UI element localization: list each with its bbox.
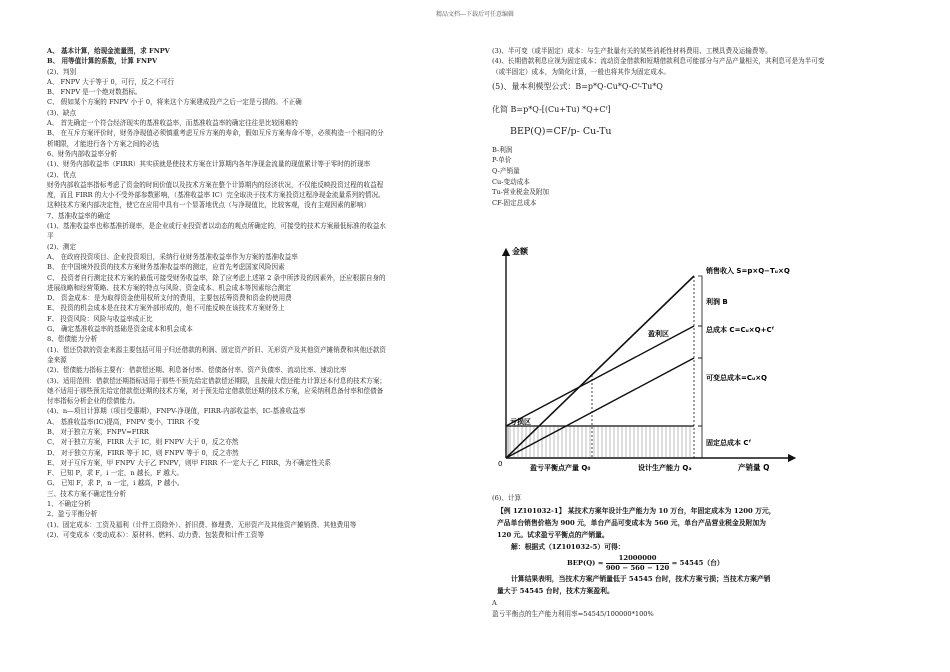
text-line: B、 在互斥方案评价时，财务净现值必须慎重考虑互斥方案的寿命，假如互斥方案寿命不等，必须构造一个相同的分 <box>47 129 384 138</box>
origin-label: 0 <box>498 460 503 468</box>
legend-list <box>492 145 862 209</box>
legend-item: B-利润 <box>492 145 513 154</box>
right-column <box>492 46 862 208</box>
text-line: B、 FNPV 是一个绝对数指标。 <box>47 88 142 97</box>
profit-zone-label: 盈利区 <box>648 330 669 338</box>
text-line: 6、财务内部收益率分析 <box>47 149 118 158</box>
text-line: 这种技术方案内部决定性，使它在应用中具有一个显著地优点（与净现值比，比较客观，没有主观因素的影响） <box>47 201 371 210</box>
page-header: 精品文档---下载后可任意编辑 <box>435 11 515 18</box>
text-line: (4)、长期借款利息应视为固定成本；流动资金借款和短期借款利息可能部分与产品产量相关，其利息可是为半可变 <box>492 57 825 66</box>
variable-cost-line <box>506 358 694 458</box>
legend-item: Q-产销量 <box>492 167 520 176</box>
total-cost-label: 总成本 C=Cᵤ×Q+Cᶠ <box>706 326 775 334</box>
text-line: D、 资金成本：是为取得资金使用权所支付的费用，主要包括筹资费和资金的使用费 <box>47 294 292 303</box>
text-line: 2、盈亏平衡分析 <box>47 510 98 519</box>
revenue-label: 销售收入 S=p×Q−Tᵤ×Q <box>706 267 790 275</box>
bep-lhs: BEP(Q) = <box>567 559 604 567</box>
text-line: C、 投资者自行测定技术方案的最低可接受财务收益率，除了应考虑上述第 2 条中所涉及的因素外，还应根据自身的 <box>47 273 386 282</box>
text-line: 平 <box>47 232 54 241</box>
break-even-diagram <box>488 240 808 480</box>
text-line: A、 基准收益率(IC)提高，FNPV 变小，TIRR 不变 <box>47 417 200 426</box>
legend-item: Cu-变动成本 <box>492 177 530 186</box>
text-line: G、 确定基准收益率的基础是资金成本和机会成本 <box>47 325 193 334</box>
legend-item: P-单价 <box>492 156 512 165</box>
text-line: (2)、优点 <box>47 170 77 179</box>
text-line: 三、技术方案不确定性分析 <box>47 489 127 498</box>
capacity-label: 设计生产能力 Qₐ <box>638 464 692 472</box>
fixed-cost-label: 固定总成本 Cᶠ <box>706 439 752 447</box>
bep-fraction <box>606 554 669 573</box>
text-line: B、 用等值计算的系数，计算 FNPV <box>47 57 158 66</box>
text-line: C、 对于独立方案，FIRR 大于 IC，则 FNPV 大于 0，反之亦然 <box>47 438 239 447</box>
text-line: 金来源 <box>47 355 67 364</box>
text-line: (1)、偿还贷款的资金来源主要包括可用于归还借款的利润、固定资产折旧、无形资产及其他资产摊销费和其他还款资 <box>47 345 387 354</box>
text-line: D、 对于独立方案，FIRR 等于 IC，则 FNPV 等于 0，反之亦然 <box>47 448 239 457</box>
example-box <box>497 505 827 597</box>
text-line: F、 投资风险：风险与收益率成正比 <box>47 314 153 323</box>
text-line: F、 已知 P，求 F，i 一定，n 越长，F 越大。 <box>47 469 183 478</box>
revenue-line <box>506 276 694 458</box>
formula-simplified: 化简 B=p*Q-[(Cu+Tu) *Q+Cᶠ] <box>492 104 611 114</box>
text-line: B、 在中国境外投资的技术方案财务基准收益率的测定，应首先考虑国家风险因素 <box>47 263 285 272</box>
break-even-svg <box>488 240 808 480</box>
text-line: E、 对于互斥方案，甲 FNPV 大于乙 FNPV，则甲 FIRR 不一定大于乙 FIRR，为不确定性关系 <box>47 458 332 467</box>
formula-profit: (5)、量本利模型公式：B=p*Q-Cu*Q-Cᶠ-Tu*Q <box>492 81 663 91</box>
text-line: (1)、财务内部收益率（FIRR）其实质就是使技术方案在计算期内各年净现金流量的现值累计等于零时的折现率 <box>47 160 371 169</box>
x-axis-label: 产销量 Q <box>738 463 770 472</box>
text-line: 7、基准收益率的确定 <box>47 211 111 220</box>
text-line: 她不适用于那些预先给定借款偿还期的技术方案，对于预先给定借款偿还期的技术方案，应采纳利息备付率和偿债备 <box>47 386 384 395</box>
left-column <box>47 46 475 540</box>
text-line: （或半固定）成本，为简化计算，一般也将其作为固定成本。 <box>492 67 671 76</box>
variable-cost-label: 可变总成本=Cᵤ×Q <box>706 374 768 382</box>
y-axis-label: 金额 <box>512 247 528 256</box>
text-line: (2)、测定 <box>47 242 77 251</box>
text-line: C、 假如某个方案的 FNPV 小于 0，将来这个方案建成投产之后一定是亏损的。不正确 <box>47 98 302 107</box>
total-cost-line <box>506 326 694 426</box>
text-line: (4)、n—项目计算期（项目受惠期），FNPV-净现值，FIRR-内部收益率，IC-基准收益率 <box>47 407 306 416</box>
text-line: A、 FNPV 大于等于 0，可行，反之不可行 <box>47 77 175 86</box>
example-line: 解：根据式（1Z101032-5）可得： <box>511 543 625 551</box>
example-line: 【例 1Z101032-1】 某技术方案年设计生产能力为 10 万台，年固定成本为 1200 万元， <box>497 507 776 515</box>
text-line: (3)、适用范围：借款偿还期指标适用于那些不预先给定借款偿还期限，且按最大偿还能力计算还本付息的技术方案； <box>47 376 387 385</box>
legend-item: CF-固定总成本 <box>492 198 537 207</box>
text-line: A、 首先确定一个符合经济现实的基准收益率，而基准收益率的确定往往是比较困难的 <box>47 119 298 128</box>
text-line: G、 已知 F，求 P，n 一定，i 越高，P 越小。 <box>47 479 184 488</box>
text-line: B、 对于独立方案，FNPV=FIRR <box>47 427 149 436</box>
bep-rhs: = 54545（台） <box>671 559 724 567</box>
text-line: E、 投资的机会成本是在技术方案外部形成的，他不可能反映在该技术方案财务上 <box>47 304 285 313</box>
text-line: (1)、基准收益率也称基准折现率，是企业或行业投资者以动态的观点所确定的，可接受的技术方案最低标准的收益水 <box>47 222 387 231</box>
bep-denominator: 900 − 560 − 120 <box>605 563 670 572</box>
example-line: 产品单台销售价格为 900 元，单台产品可变成本为 560 元，单台产品营业税金及附加为 <box>497 519 766 527</box>
text-line: 进展战略和经营策略、技术方案的特点与风险、资金成本、机会成本等因素综合测定 <box>47 283 291 292</box>
text-line: (2)、偿债能力指标主要有：借款偿还期、利息备付率、偿债备付率、资产负债率、流动比率、速动比率 <box>47 366 347 375</box>
text-line: (3)、半可变（或半固定）成本：与生产批量有关的某些消耗性材料费用、工模具费及运输费等。 <box>492 47 772 55</box>
text-line: 8、偿债能力分析 <box>47 335 98 344</box>
profit-label: 利润 B <box>706 298 728 306</box>
text-line: 度，而且 FIRR 的大小不受外部参数影响，（基准收益率 IC）完全取决于技术方案投资过程净现金流量系列的情况。 <box>47 191 385 200</box>
text-line: A、 在政府投资项目、企业投资项目，采纳行业财务基准收益率作为方案的基准收益率 <box>47 252 298 261</box>
text-line: (3)、缺点 <box>47 108 77 117</box>
loss-zone-label: 亏损区 <box>510 418 531 426</box>
text-line: (1)、固定成本：工资及福利（计件工资除外）、折旧费、修理费、无形资产及其他资产摊销费、其他费用等 <box>47 520 357 529</box>
bottom-line: 盈亏平衡点的生产能力利用率=54545/100000*100% <box>492 609 654 618</box>
formula-bep: BEP(Q)=CF/p- Cu-Tu <box>510 125 612 137</box>
bep-equation <box>497 553 827 573</box>
bottom-line: A <box>492 599 497 607</box>
example-line: 计算结果表明，当技术方案产销量低于 54545 台时，技术方案亏损；当技术方案产销 <box>511 575 771 583</box>
bep-numerator: 12000000 <box>606 554 669 564</box>
text-line: 财务内部收益率指标考虑了资金的时间价值以及技术方案在整个计算期内的经济状况，不仅能反映投资过程的收益程 <box>47 180 384 189</box>
text-line: 付率指标分析企业的偿债能力。 <box>47 397 140 406</box>
example-line: 120 元。试求盈亏平衡点的产销量。 <box>497 531 609 539</box>
example-line: 量大于 54545 台时，技术方案盈利。 <box>497 587 614 595</box>
legend-item: Tu-营业税金及附加 <box>492 188 550 197</box>
right-braces <box>698 276 702 458</box>
text-line: (2)、可变成本（变动成本）：原材料、燃料、动力费、包装费和计件工资等 <box>47 530 265 539</box>
text-line: (2)、判别 <box>47 67 77 76</box>
text-line: 析期限，才能进行各个方案之间的必选 <box>47 139 160 148</box>
text-line: 1、不确定分析 <box>47 500 91 509</box>
calc-title: (6)、计算 <box>492 494 522 502</box>
text-line: A、 基本计算，给现金流量图，求 FNPV <box>47 47 170 55</box>
bottom-note <box>492 598 654 619</box>
bep-label: 盈亏平衡点产量 Q₀ <box>530 464 591 472</box>
